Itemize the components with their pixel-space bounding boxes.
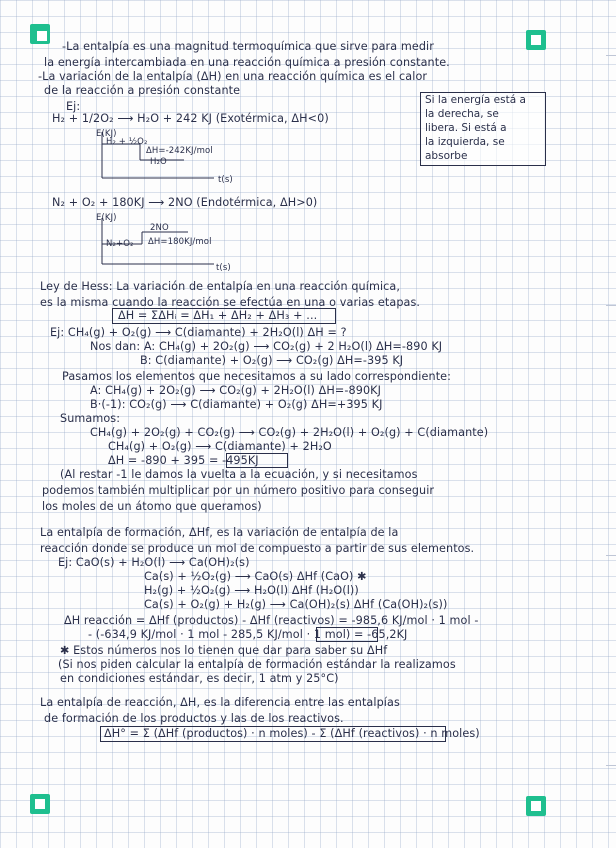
hess-law-title: Ley de Hess: La variación de entalpía en una reacción química, bbox=[40, 280, 401, 293]
text-line: en condiciones estándar, es decir, 1 atm y 25°C) bbox=[60, 672, 339, 685]
diagram2-y-label: E(KJ) bbox=[96, 213, 117, 223]
diagram2-delta: ΔH=180KJ/mol bbox=[148, 237, 212, 247]
text-line: ✱ Estos números nos lo tienen que dar para saber su ΔHf bbox=[60, 644, 388, 657]
hess-result: ΔH = -890 + 395 = -495KJ bbox=[108, 454, 259, 467]
given-reaction-b: B: C(diamante) + O₂(g) ⟶ CO₂(g) ΔH=-395 KJ bbox=[140, 354, 404, 367]
diagram2-reactants: N₂+O₂ bbox=[106, 239, 134, 249]
corner-marker-top-left bbox=[30, 24, 50, 44]
corner-marker-bottom-left bbox=[30, 794, 50, 814]
text-line: de formación de los productos y las de los reactivos. bbox=[44, 712, 344, 725]
text-line: es la misma cuando la reacción se efectúa en una o varias etapas. bbox=[40, 296, 421, 309]
diagram1-delta: ΔH=-242KJ/mol bbox=[146, 146, 213, 156]
edge-tick bbox=[606, 305, 616, 306]
reaction-enthalpy-calc-cont: - (-634,9 KJ/mol · 1 mol - 285,5 KJ/mol · 1 mol) = -65,2KJ bbox=[88, 628, 408, 641]
text-line: -La entalpía es una magnitud termoquímica que sirve para medir bbox=[62, 40, 434, 53]
energy-note-box bbox=[420, 92, 546, 166]
diagram2-products: 2NO bbox=[150, 223, 169, 233]
corner-marker-top-right bbox=[526, 30, 546, 50]
text-line: -La variación de la entalpía (ΔH) en una reacción química es el calor bbox=[38, 70, 428, 83]
formation-example-equation: Ej: CaO(s) + H₂O(l) ⟶ Ca(OH)₂(s) bbox=[58, 556, 250, 569]
reaction-b-inverted: B·(-1): CO₂(g) ⟶ C(diamante) + O₂(g) ΔH=+395 KJ bbox=[90, 398, 383, 411]
text-line: podemos también multiplicar por un número positivo para conseguir bbox=[42, 484, 435, 497]
reaction-enthalpy-title: La entalpía de reacción, ΔH, es la diferencia entre las entalpías bbox=[40, 696, 400, 709]
reaction-enthalpy-calc: ΔH reacción = ΔHf (productos) - ΔHf (reactivos) = -985,6 KJ/mol · 1 mol - bbox=[64, 614, 479, 627]
note-line: Si la energía está a bbox=[425, 94, 526, 106]
text-line: de la reacción a presión constante bbox=[44, 84, 241, 97]
reaction-enthalpy-formula: ΔH° = Σ (ΔHf (productos) · n moles) - Σ (ΔHf (reactivos) · n moles) bbox=[104, 727, 480, 740]
given-reaction-a: Nos dan: A: CH₄(g) + 2O₂(g) ⟶ CO₂(g) + 2 H₂O(l) ΔH=-890 KJ bbox=[90, 340, 443, 353]
note-line: la derecha, se bbox=[425, 108, 499, 120]
text-line: los moles de un átomo que queramos) bbox=[42, 500, 262, 513]
edge-tick bbox=[606, 765, 616, 766]
diagram1-y-label: E(KJ) bbox=[96, 129, 117, 139]
text-line: reacción donde se produce un mol de compuesto a partir de sus elementos. bbox=[40, 542, 475, 555]
net-equation: CH₄(g) + O₂(g) ⟶ C(diamante) + 2H₂O bbox=[108, 440, 332, 453]
diagram1-products: H₂O bbox=[150, 157, 167, 167]
formation-enthalpy-title: La entalpía de formación, ΔHf, es la variación de entalpía de la bbox=[40, 526, 399, 539]
formation-reaction-caoh2: Ca(s) + O₂(g) + H₂(g) ⟶ Ca(OH)₂(s) ΔHf (Ca(OH)₂(s)) bbox=[144, 598, 448, 611]
corner-marker-bottom-right bbox=[526, 796, 546, 816]
edge-tick bbox=[606, 555, 616, 556]
note-line: libera. Si está a bbox=[425, 122, 507, 134]
hess-example-equation: Ej: CH₄(g) + O₂(g) ⟶ C(diamante) + 2H₂O(l) ΔH = ? bbox=[50, 326, 347, 339]
example-label: Ej: bbox=[66, 100, 81, 113]
note-line: absorbe bbox=[425, 150, 468, 162]
text-line: (Al restar -1 le damos la vuelta a la ecuación, y si necesitamos bbox=[60, 468, 418, 481]
note-line: la izquierda, se bbox=[425, 136, 505, 148]
equation-exothermic: H₂ + 1/2O₂ ⟶ H₂O + 242 KJ (Exotérmica, ΔH<0) bbox=[52, 112, 329, 125]
text-line: la energía intercambiada en una reacción química a presión constante. bbox=[44, 56, 450, 69]
edge-tick bbox=[606, 55, 616, 56]
result-box bbox=[226, 453, 288, 468]
diagram1-reactants: H₂ + ½O₂ bbox=[106, 137, 148, 147]
text-line: (Si nos piden calcular la entalpía de formación estándar la realizamos bbox=[58, 658, 456, 671]
sum-equation: CH₄(g) + 2O₂(g) + CO₂(g) ⟶ CO₂(g) + 2H₂O(l) + O₂(g) + C(diamante) bbox=[90, 426, 489, 439]
formation-reaction-h2o: H₂(g) + ½O₂(g) ⟶ H₂O(l) ΔHf (H₂O(l)) bbox=[144, 584, 359, 597]
reaction-a: A: CH₄(g) + 2O₂(g) ⟶ CO₂(g) + 2H₂O(l) ΔH=-890KJ bbox=[90, 384, 381, 397]
diagram1-x-label: t(s) bbox=[218, 175, 233, 185]
sum-label: Sumamos: bbox=[60, 412, 121, 425]
hess-formula: ΔH = ΣΔHᵢ = ΔH₁ + ΔH₂ + ΔH₃ + ... bbox=[118, 309, 318, 322]
formation-reaction-cao: Ca(s) + ½O₂(g) ⟶ CaO(s) ΔHf (CaO) ✱ bbox=[144, 570, 367, 583]
equation-endothermic: N₂ + O₂ + 180KJ ⟶ 2NO (Endotérmica, ΔH>0) bbox=[52, 196, 318, 209]
text-line: Pasamos los elementos que necesitamos a su lado correspondiente: bbox=[62, 370, 452, 383]
diagram2-x-label: t(s) bbox=[216, 263, 231, 273]
result-box bbox=[316, 627, 378, 642]
